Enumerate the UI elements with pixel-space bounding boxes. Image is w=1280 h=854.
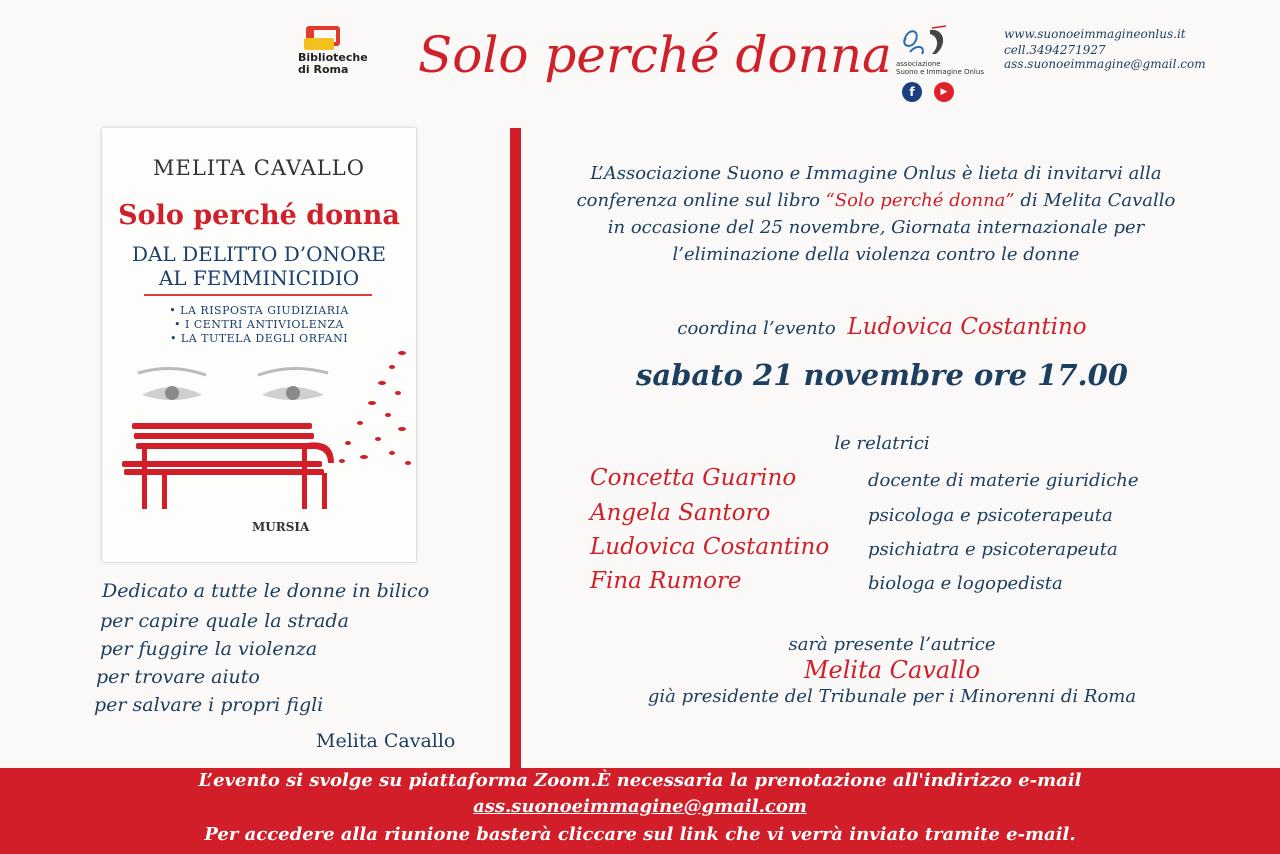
footer-email-line xyxy=(0,796,1280,817)
speaker-name: Angela Santoro xyxy=(590,500,771,526)
cover-subtitle-1: DAL DELITTO D’ONORE xyxy=(131,242,387,266)
vertical-divider xyxy=(510,128,521,768)
book-title-quote: “Solo perché donna” xyxy=(825,190,1015,211)
invitation-line-4: l’eliminazione della violenza contro le donne xyxy=(672,244,1080,265)
cover-divider xyxy=(144,294,372,296)
phone-number: cell.3494271927 xyxy=(1004,43,1106,57)
author-role: già presidente del Tribunale per i Minorenni di Roma xyxy=(647,686,1137,707)
invitation-text xyxy=(522,160,1230,268)
dedication-line: Dedicato a tutte le donne in bilico xyxy=(102,580,430,602)
cover-bullet: • LA TUTELA DEGLI ORFANI xyxy=(169,332,349,345)
dedication-signature: Melita Cavallo xyxy=(316,730,456,752)
speaker-role: psichiatra e psicoterapeuta xyxy=(868,539,1118,560)
event-date: sabato 21 novembre ore 17.00 xyxy=(636,358,1128,392)
footer-email-link[interactable]: ass.suonoeimmagine@gmail.com xyxy=(473,796,807,817)
footer-line-1: L’evento si svolge su piattaforma Zoom.È necessaria la prenotazione all'indirizzo e-mail xyxy=(198,770,1082,791)
invitation-line-1: L’Associazione Suono e Immagine Onlus è lieta di invitarvi alla xyxy=(590,163,1162,184)
coordinator-label: coordina l’evento xyxy=(677,318,836,339)
speaker-name: Fina Rumore xyxy=(590,568,742,594)
speaker-role: psicologa e psicoterapeuta xyxy=(868,505,1113,526)
cover-publisher: MURSIA xyxy=(252,520,310,534)
dedication-line: per salvare i propri figli xyxy=(94,694,324,716)
cover-illustration xyxy=(102,343,416,513)
speaker-role: docente di materie giuridiche xyxy=(868,470,1139,491)
invitation-line-2: conferenza online sul libro “Solo perché donna” di Melita Cavallo xyxy=(576,190,1176,211)
cover-subtitle-2: AL FEMMINICIDIO xyxy=(158,266,360,290)
coordinator-name: Ludovica Costantino xyxy=(847,314,1087,340)
cover-bullet: • LA RISPOSTA GIUDIZIARIA xyxy=(169,304,349,317)
cover-title: Solo perché donna xyxy=(118,200,400,231)
speaker-role: biologa e logopedista xyxy=(868,573,1063,594)
footer-line-3: Per accedere alla riunione basterà cliccare sul link che vi verrà inviato tramite e-mail. xyxy=(204,824,1076,845)
invitation-line-3: in occasione del 25 novembre, Giornata internazionale per xyxy=(607,217,1145,238)
author-presence-label: sarà presente l’autrice xyxy=(788,634,996,655)
book-cover xyxy=(102,128,416,562)
speaker-name: Ludovica Costantino xyxy=(590,534,830,560)
facebook-icon[interactable]: f xyxy=(902,82,922,102)
author-name: Melita Cavallo xyxy=(803,656,981,684)
association-logo-text: associazione Suono e Immagine Onlus xyxy=(896,60,984,76)
cover-bullet: • I CENTRI ANTIVIOLENZA xyxy=(174,318,344,331)
page-title: Solo perché donna xyxy=(418,26,892,84)
dedication-line: per capire quale la strada xyxy=(100,610,349,632)
biblioteche-logo-text: Biblioteche di Roma xyxy=(298,51,368,76)
cover-author: MELITA CAVALLO xyxy=(153,156,365,180)
speakers-label: le relatrici xyxy=(834,433,930,454)
website-link[interactable]: www.suonoeimmagineonlus.it xyxy=(1004,27,1186,41)
dedication-line: per fuggire la violenza xyxy=(100,638,318,660)
youtube-icon[interactable]: ▶ xyxy=(934,82,954,102)
speaker-name: Concetta Guarino xyxy=(590,465,797,491)
header-email-link[interactable]: ass.suonoeimmagine@gmail.com xyxy=(1004,57,1206,71)
coordinator xyxy=(522,314,1242,340)
dedication-line: per trovare aiuto xyxy=(96,666,260,688)
